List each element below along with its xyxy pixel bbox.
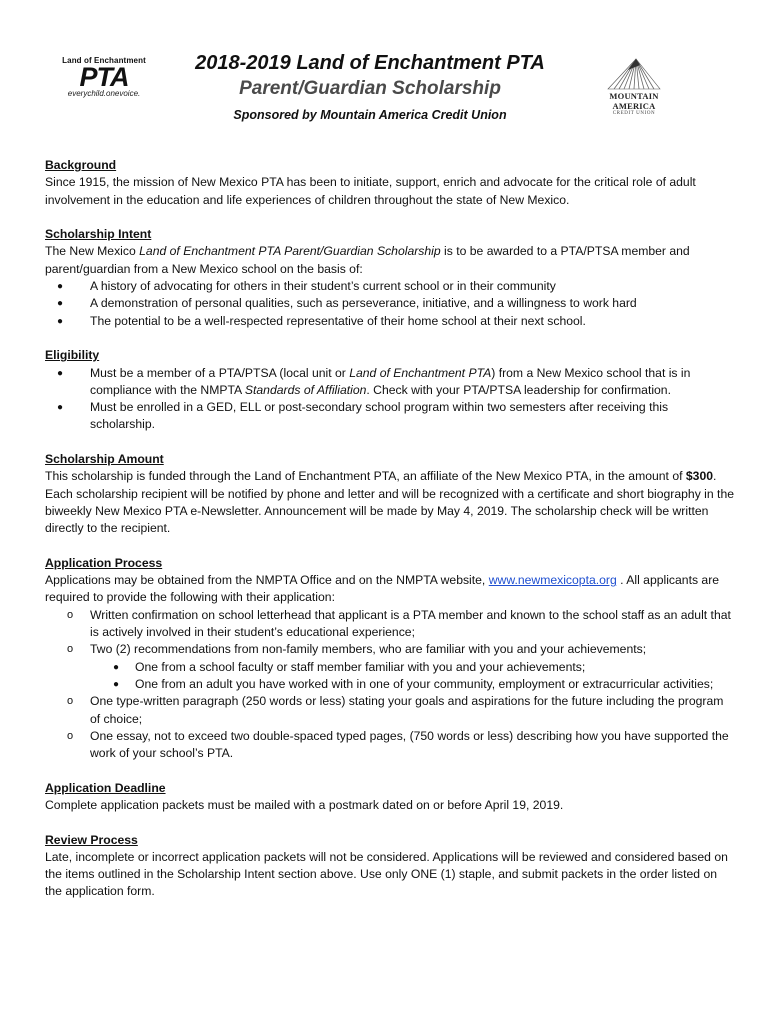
list-item: ● Must be a member of a PTA/PTSA (local unit or Land of Enchantment PTA) from a New Mexico school that is in compliance with the NMPTA Standards of Affiliation. Check with your PTA/PTSA leadership for confirmation. [45,365,735,400]
list-item: o Written confirmation on school letterhead that applicant is a PTA member and known to the school staff as an adult that is actively involved in their student’s educational experience; [45,607,735,642]
sponsor-line: Sponsored by Mountain America Credit Union [233,108,507,122]
section-deadline [45,780,735,815]
scholarship-amount: $300 [685,469,714,484]
page-subtitle: Parent/Guardian Scholarship [239,78,501,99]
section-heading: Eligibility [45,348,100,363]
section-heading: Application Process [45,555,163,570]
mountain-america-logo [590,56,678,116]
page-title: 2018-2019 Land of Enchantment PTA [195,52,545,74]
intent-text: The New Mexico Land of Enchantment PTA Parent/Guardian Scholarship is to be awarded to a PTA/PTSA member and parent/guardian from a New Mexico school on the basis of: [45,244,690,276]
eligibility-list [45,365,735,434]
pta-logo-line1: Land of Enchantment [62,56,146,65]
section-eligibility [45,347,735,433]
list-item: ● A demonstration of personal qualities, such as perseverance, initiative, and a willingness to work hard [45,295,735,312]
list-item: o Two (2) recommendations from non-family members, who are familiar with you and your achievements; [45,641,735,658]
intent-list [45,278,735,330]
title-block [160,50,580,126]
section-heading: Application Deadline [45,780,166,795]
section-heading: Scholarship Intent [45,227,152,242]
process-text: Applications may be obtained from the NMPTA Office and on the NMPTA website, www.newmexicopta.org . All applicants are required to provide the following with their application: [45,573,720,605]
list-item: ● Must be enrolled in a GED, ELL or post-secondary school program within two semesters after receiving this scholarship. [45,399,735,434]
list-item: o One type-written paragraph (250 words or less) stating your goals and aspirations for the future including the program of choice; [45,693,735,728]
section-amount [45,451,735,537]
document-body [45,157,735,918]
website-link[interactable]: www.newmexicopta.org [488,573,617,588]
section-intent [45,226,735,330]
list-item: ● The potential to be a well-respected representative of their home school at their next school. [45,313,735,330]
section-review [45,832,735,901]
sponsor-logo-sub: CREDIT UNION [612,111,656,116]
section-heading: Review Process [45,832,138,847]
background-text: Since 1915, the mission of New Mexico PTA has been to initiate, support, enrich and advocate for the critical role of adult involvement in the education and life experiences of children throughout the state of New Mexico. [45,175,696,207]
section-heading: Background [45,158,117,172]
process-list [45,607,735,763]
list-item: ● A history of advocating for others in their student’s current school or in their community [45,278,735,295]
pta-logo [62,56,146,98]
list-sub-item: ● One from a school faculty or staff member familiar with you and your achievements; [45,659,735,676]
pta-logo-tagline: everychild.onevoice. [67,89,141,98]
section-background [45,157,735,209]
pta-logo-wordmark: PTA [79,62,129,92]
sponsor-logo-name: MOUNTAIN AMERICA [609,91,659,111]
section-heading: Scholarship Amount [45,452,164,467]
section-process [45,555,735,763]
list-item: o One essay, not to exceed two double-spaced typed pages, (750 words or less) describing how you have supported the work of your school’s PTA. [45,728,735,763]
amount-text: This scholarship is funded through the Land of Enchantment PTA, an affiliate of the New Mexico PTA, in the amount of $300. Each scholarship recipient will be notified by phone and letter and will be recognized with a certificate and short biography in the biweekly New Mexico PTA e-Newsletter. Announcement will be made by May 4, 2019. The scholarship check will be written directly to the recipient. [45,469,734,536]
list-sub-item: ● One from an adult you have worked with in one of your community, employment or extracurricular activities; [45,676,735,693]
mountain-icon [606,56,662,90]
deadline-text: Complete application packets must be mailed with a postmark dated on or before April 19, 2019. [45,797,564,812]
review-text: Late, incomplete or incorrect application packets will not be considered. Applications will be reviewed and considered based on the items outlined in the Scholarship Intent section above. Use only ONE (1) staple, and submit packets in the order listed on the application form. [45,849,728,899]
